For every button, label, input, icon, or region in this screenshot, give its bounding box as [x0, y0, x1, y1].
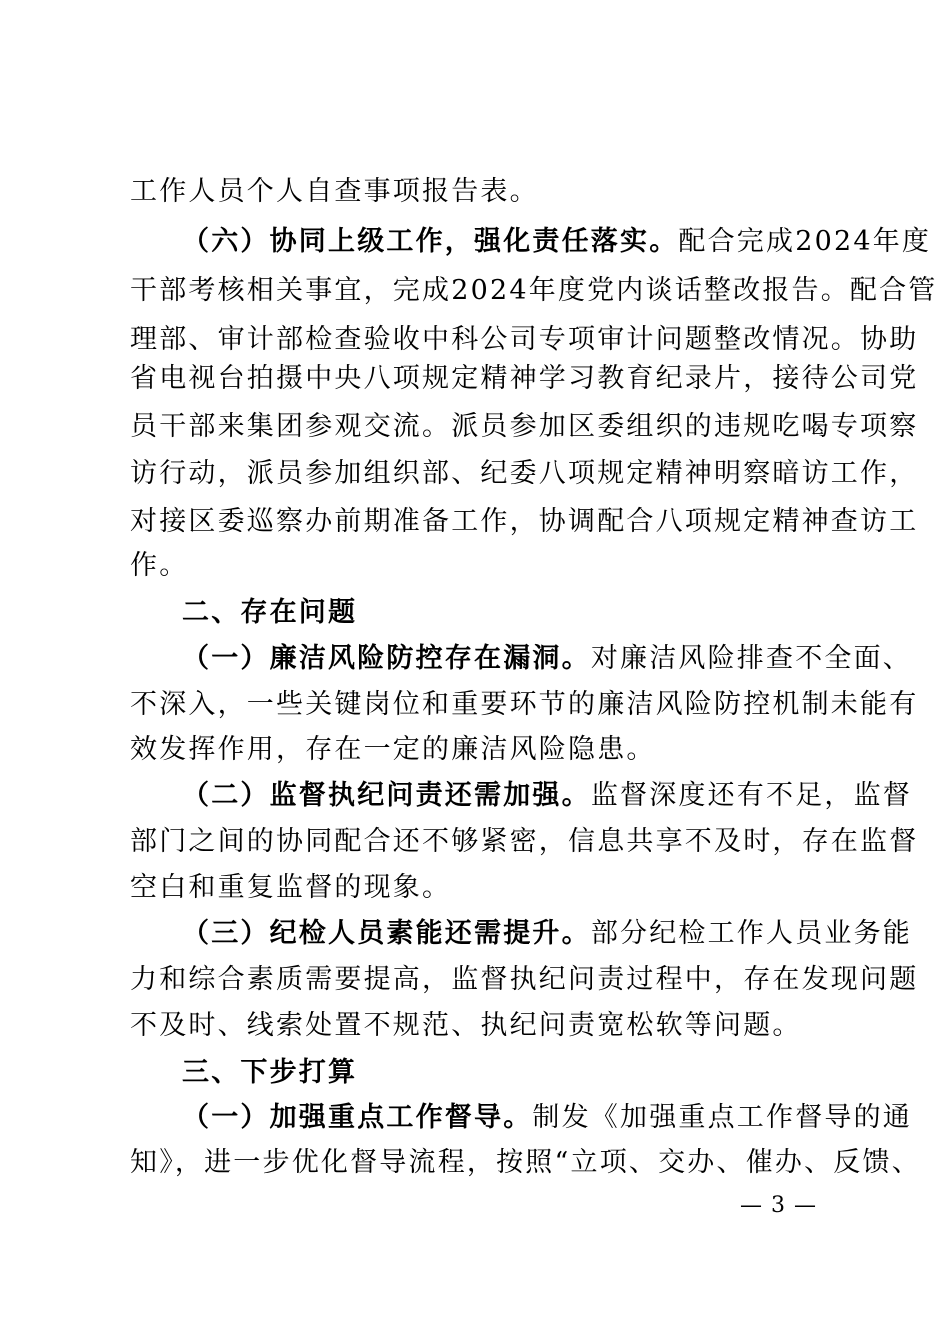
problem-3-lead-line: （三）纪检人员素能还需提升。部分纪检工作人员业务能 [182, 918, 913, 949]
section-6-lead-line: （六）协同上级工作，强化责任落实。配合完成2024年度 [182, 226, 932, 257]
paragraph-line: 对接区委巡察办前期准备工作，协调配合八项规定精神查访工 [130, 506, 919, 537]
paragraph-line: 效发挥作用，存在一定的廉洁风险隐患。 [130, 734, 656, 765]
paragraph-line: 作。 [130, 550, 189, 581]
section-6-heading: （六）协同上级工作，强化责任落实。 [182, 226, 679, 257]
paragraph-line: 工作人员个人自查事项报告表。 [130, 176, 539, 207]
page-number: — 3 — [740, 1193, 817, 1218]
problem-1-lead-line: （一）廉洁风险防控存在漏洞。对廉洁风险排查不全面、 [182, 643, 913, 674]
paragraph-line: 访行动，派员参加组织部、纪委八项规定精神明察暗访工作， [130, 458, 919, 489]
paragraph-line: 省电视台拍摄中央八项规定精神学习教育纪录片，接待公司党 [130, 363, 919, 394]
paragraph-line: 员干部来集团参观交流。派员参加区委组织的违规吃喝专项察 [130, 411, 919, 442]
paragraph-line: 知》，进一步优化督导流程，按照“立项、交办、催办、反馈、 [130, 1147, 921, 1178]
section-heading-problems: 二、存在问题 [182, 597, 358, 628]
paragraph-line: 不深入，一些关键岗位和重要环节的廉洁风险防控机制未能有 [130, 689, 919, 720]
paragraph-line: 理部、审计部检查验收中科公司专项审计问题整改情况。协助 [130, 324, 919, 355]
paragraph-line: 不及时、线索处置不规范、执纪问责宽松软等问题。 [130, 1010, 802, 1041]
problem-3-heading: （三）纪检人员素能还需提升。 [182, 918, 591, 949]
paragraph-line: 部门之间的协同配合还不够紧密，信息共享不及时，存在监督 [130, 826, 919, 857]
section-heading-next-steps: 三、下步打算 [182, 1057, 358, 1088]
paragraph-line: 空白和重复监督的现象。 [130, 872, 452, 903]
plan-1-lead-line: （一）加强重点工作督导。制发《加强重点工作督导的通 [182, 1102, 913, 1133]
paragraph-line: 干部考核相关事宜，完成2024年度党内谈话整改报告。配合管 [130, 275, 938, 306]
problem-2-heading: （二）监督执纪问责还需加强。 [182, 780, 591, 811]
problem-2-lead-line: （二）监督执纪问责还需加强。监督深度还有不足，监督 [182, 780, 913, 811]
plan-1-heading: （一）加强重点工作督导。 [182, 1102, 533, 1133]
problem-1-heading: （一）廉洁风险防控存在漏洞。 [182, 643, 591, 674]
paragraph-line: 力和综合素质需要提高，监督执纪问责过程中，存在发现问题 [130, 964, 919, 995]
